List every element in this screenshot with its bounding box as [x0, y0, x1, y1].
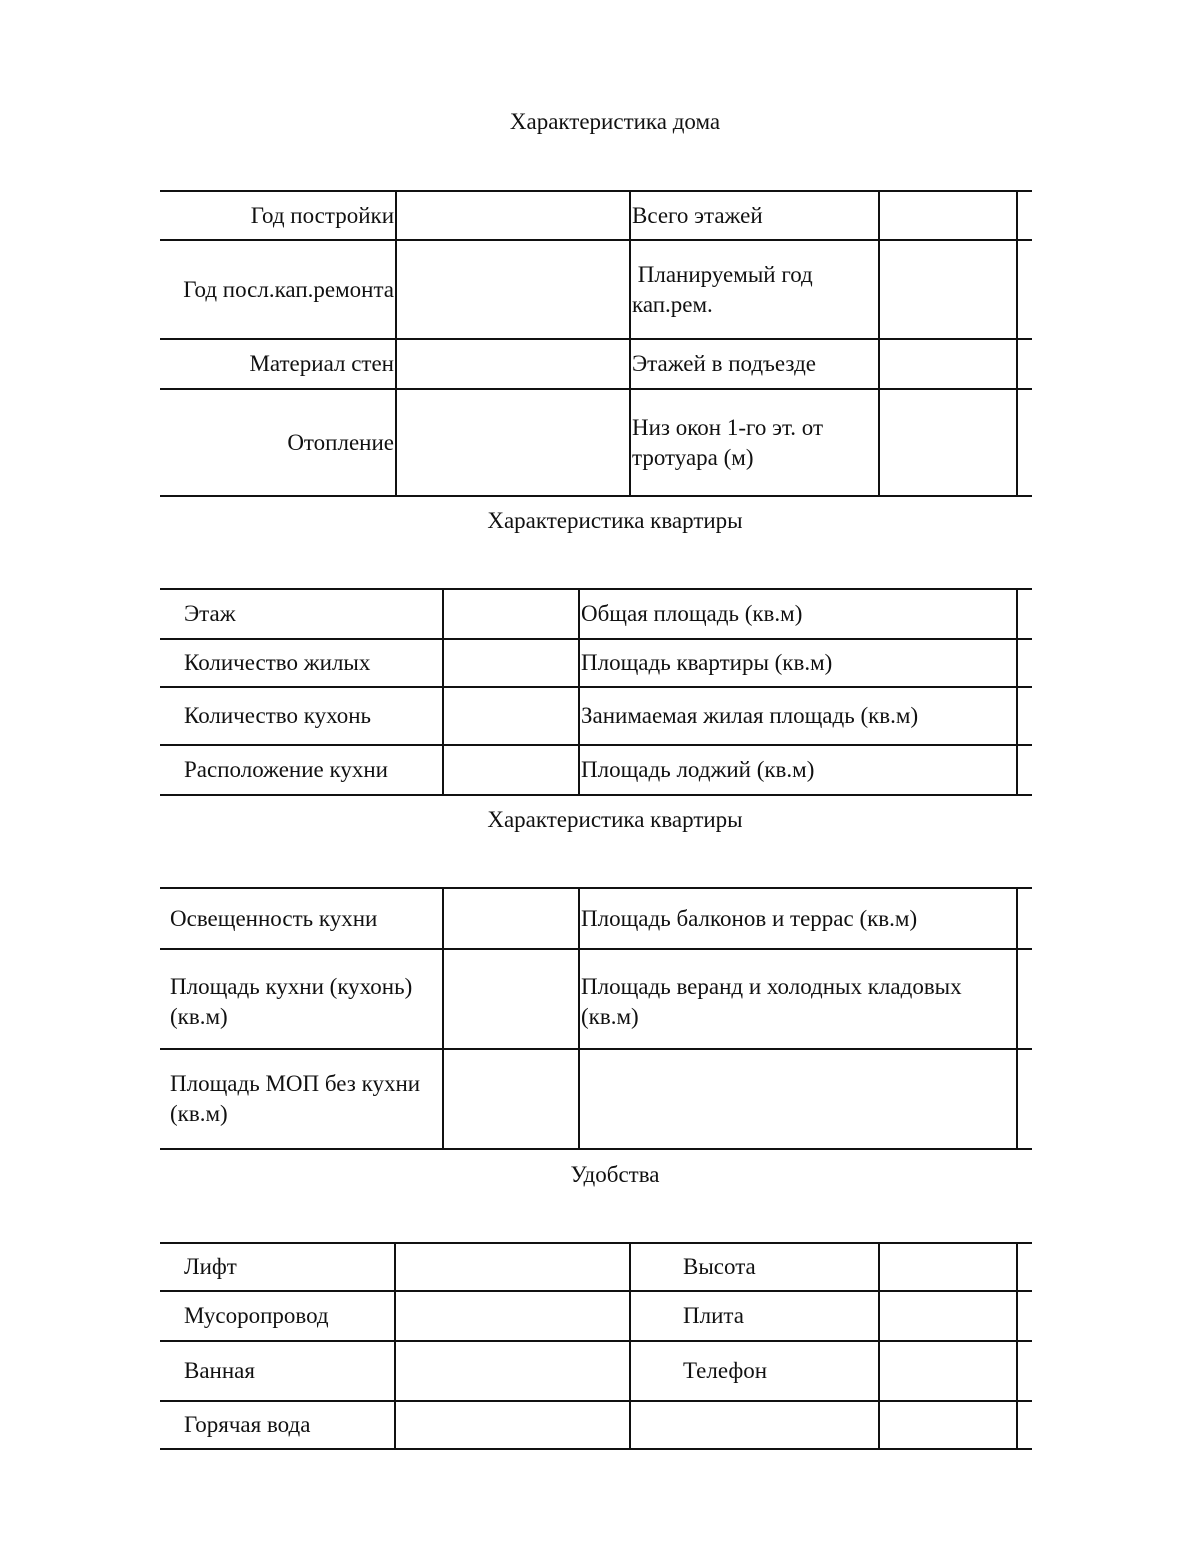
row-label: Освещенность кухни: [160, 889, 444, 948]
row-label: Площадь МОП без кухни (кв.м): [160, 1050, 444, 1148]
tail-cell: [1018, 340, 1032, 388]
heading-house: Характеристика дома: [509, 109, 721, 134]
row-label: Год постройки: [160, 192, 397, 239]
tail-cell: [1018, 1292, 1032, 1340]
value-cell[interactable]: [397, 340, 631, 388]
table-row: [160, 390, 1032, 497]
row-label-2: Всего этажей: [631, 192, 880, 239]
table-row: [160, 340, 1032, 390]
tail-cell: [1018, 1050, 1032, 1148]
tail-cell: [1018, 640, 1032, 686]
table-row: [160, 746, 1032, 796]
row-label-2: Высота: [631, 1244, 880, 1290]
tail-cell: [1018, 688, 1032, 744]
row-label: Лифт: [160, 1244, 396, 1290]
row-label-2: Низ окон 1-го эт. от тротуара (м): [631, 390, 880, 495]
table-row: [160, 640, 1032, 688]
table-row: [160, 1402, 1032, 1450]
row-label-2: Занимаемая жилая площадь (кв.м): [580, 688, 1018, 744]
row-label: Горячая вода: [160, 1402, 396, 1448]
tail-cell: [1018, 746, 1032, 794]
table-row: [160, 1342, 1032, 1402]
table-row: [160, 1050, 1032, 1150]
tail-cell: [1018, 1342, 1032, 1400]
tail-cell: [1018, 889, 1032, 948]
value-cell[interactable]: [396, 1244, 631, 1290]
row-label: Этаж: [160, 590, 444, 638]
tail-cell: [1018, 241, 1032, 338]
house-table: [160, 190, 1032, 497]
row-label-2: Этажей в подъезде: [631, 340, 880, 388]
value-cell[interactable]: [397, 192, 631, 239]
value-cell[interactable]: [444, 590, 580, 638]
row-label: Год посл.кап.ремонта: [160, 241, 397, 338]
row-label-2: Телефон: [631, 1342, 880, 1400]
value-cell-2[interactable]: [880, 390, 1018, 495]
row-label: Мусоропровод: [160, 1292, 396, 1340]
table-row: [160, 1292, 1032, 1342]
row-label: Ванная: [160, 1342, 396, 1400]
row-label: Отопление: [160, 390, 397, 495]
table-row: [160, 950, 1032, 1050]
value-cell[interactable]: [444, 640, 580, 686]
heading-apartment: Характеристика квартиры: [487, 508, 743, 533]
table-row: [160, 590, 1032, 640]
tail-cell: [1018, 192, 1032, 239]
value-cell[interactable]: [397, 390, 631, 495]
row-label: Количество кухонь: [160, 688, 444, 744]
row-label-2: [580, 1050, 1018, 1148]
value-cell-2[interactable]: [880, 340, 1018, 388]
heading-amenities: Удобства: [570, 1162, 660, 1187]
amenities-table: [160, 1242, 1032, 1450]
row-label-2: Площадь веранд и холодных кладовых (кв.м): [580, 950, 1018, 1048]
heading-apartment: Характеристика квартиры: [487, 807, 743, 832]
tail-cell: [1018, 1402, 1032, 1448]
value-cell[interactable]: [396, 1292, 631, 1340]
value-cell[interactable]: [396, 1402, 631, 1448]
row-label: Материал стен: [160, 340, 397, 388]
table-row: [160, 192, 1032, 241]
row-label-2: Площадь лоджий (кв.м): [580, 746, 1018, 794]
value-cell-2[interactable]: [880, 1342, 1018, 1400]
value-cell[interactable]: [396, 1342, 631, 1400]
value-cell-2[interactable]: [880, 1292, 1018, 1340]
value-cell-2[interactable]: [880, 192, 1018, 239]
row-label-2: Планируемый год кап.рем.: [631, 241, 880, 338]
row-label-2: Общая площадь (кв.м): [580, 590, 1018, 638]
row-label: Количество жилых: [160, 640, 444, 686]
row-label: Расположение кухни: [160, 746, 444, 794]
tail-cell: [1018, 950, 1032, 1048]
value-cell[interactable]: [444, 950, 580, 1048]
value-cell[interactable]: [444, 746, 580, 794]
value-cell[interactable]: [444, 889, 580, 948]
tail-cell: [1018, 390, 1032, 495]
row-label-2: [631, 1402, 880, 1448]
table-row: [160, 889, 1032, 950]
row-label-2: Плита: [631, 1292, 880, 1340]
row-label: Площадь кухни (кухонь) (кв.м): [160, 950, 444, 1048]
tail-cell: [1018, 590, 1032, 638]
value-cell-2[interactable]: [880, 1402, 1018, 1448]
apartment-table-1: [160, 588, 1032, 796]
row-label-2: Площадь квартиры (кв.м): [580, 640, 1018, 686]
table-row: [160, 688, 1032, 746]
value-cell[interactable]: [444, 688, 580, 744]
row-label-2: Площадь балконов и террас (кв.м): [580, 889, 1018, 948]
apartment-table-2: [160, 887, 1032, 1150]
tail-cell: [1018, 1244, 1032, 1290]
value-cell[interactable]: [444, 1050, 580, 1148]
value-cell-2[interactable]: [880, 1244, 1018, 1290]
table-row: [160, 241, 1032, 340]
value-cell-2[interactable]: [880, 241, 1018, 338]
value-cell[interactable]: [397, 241, 631, 338]
table-row: [160, 1244, 1032, 1292]
